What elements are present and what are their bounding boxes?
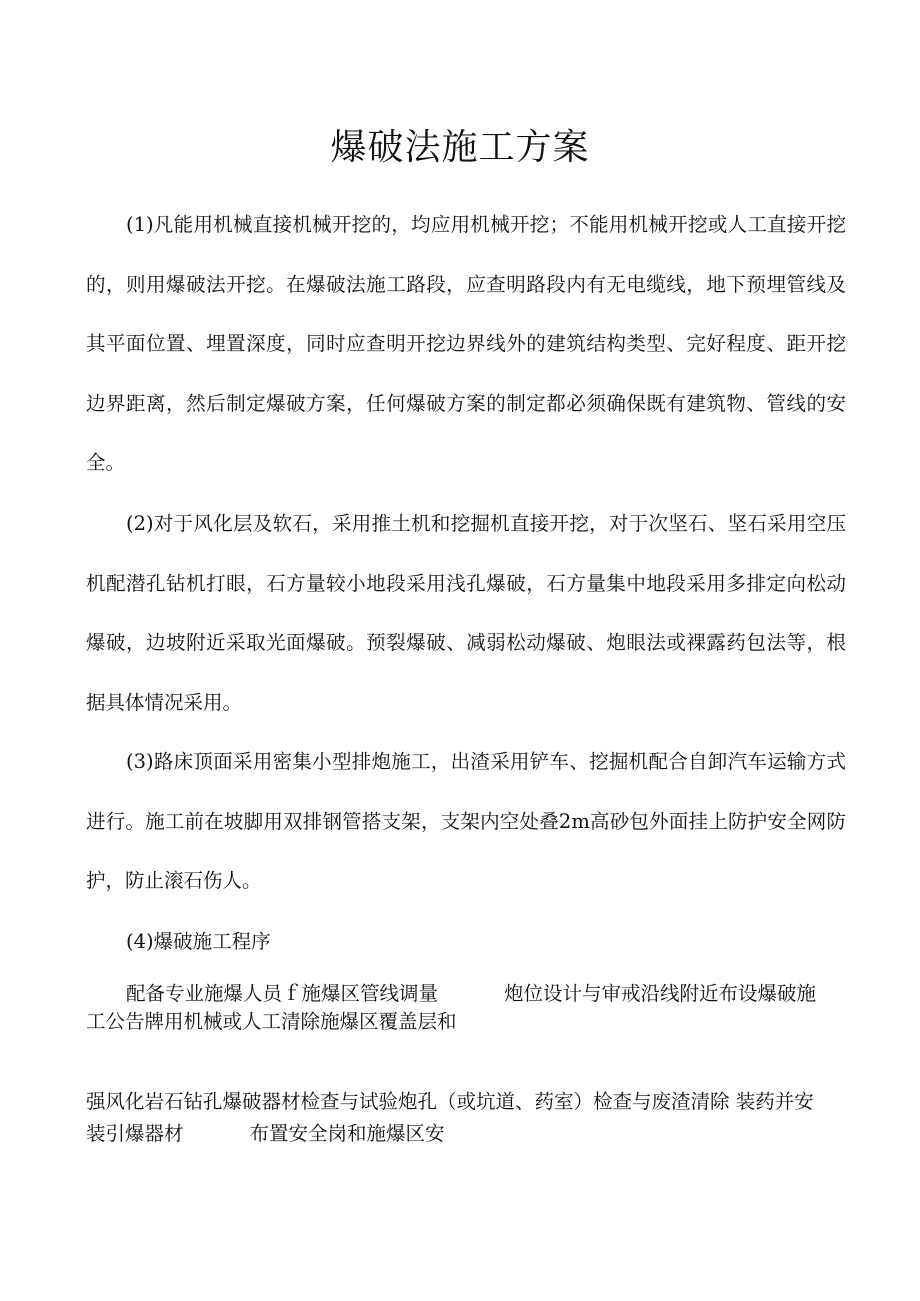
flow-step-text: 配备专业施爆人员ｆ施爆区管线调量 — [126, 982, 439, 1005]
document-title: 爆破法施工方案 — [330, 127, 590, 168]
flow-line-4 — [86, 1120, 856, 1148]
flow-line-2: 工公告牌用机械或人工清除施爆区覆盖层和 — [86, 1010, 457, 1033]
flow-line-3: 强风化岩石钻孔爆破器材检查与试验炮孔（或坑道、药室）检查与废渣清除 装药并安 — [86, 1090, 814, 1113]
flow-step-text: 炮位设计与审戒沿线附近布设爆破施 — [504, 982, 817, 1005]
flow-line-1 — [86, 980, 856, 1008]
flow-step-text: 装引爆器材 — [86, 1122, 184, 1145]
paragraph-1: (1)凡能用机械直接机械开挖的，均应用机械开挖；不能用机械开挖或人工直接开挖的，则用爆破法开挖。在爆破法施工路段，应查明路段内有无电缆线，地下预埋管线及其平面位置、埋置深度，同时应查明开挖边界线外的建筑结构类型、完好程度、距开挖边界距离，然后制定爆破方案，任何爆破方案的制定都必须确保既有建筑物、管线的安全。 — [86, 213, 846, 474]
paragraph-4: (4)爆破施工程序 — [126, 930, 271, 953]
paragraph-3: (3)路床顶面采用密集小型排炮施工，出渣采用铲车、挖掘机配合自卸汽车运输方式进行。施工前在坡脚用双排钢管搭支架，支架内空处叠2m高砂包外面挂上防护安全网防护，防止滚石伤人。 — [86, 750, 846, 892]
flow-step-text: 布置安全岗和施爆区安 — [249, 1122, 445, 1145]
paragraph-2: (2)对于风化层及软石，采用推土机和挖掘机直接开挖，对于次坚石、坚石采用空压机配潜孔钻机打眼，石方量较小地段采用浅孔爆破，石方量集中地段采用多排定向松动爆破，边坡附近采取光面爆破。预裂爆破、减弱松动爆破、炮眼法或裸露药包法等，根据具体情况采用。 — [86, 512, 846, 714]
